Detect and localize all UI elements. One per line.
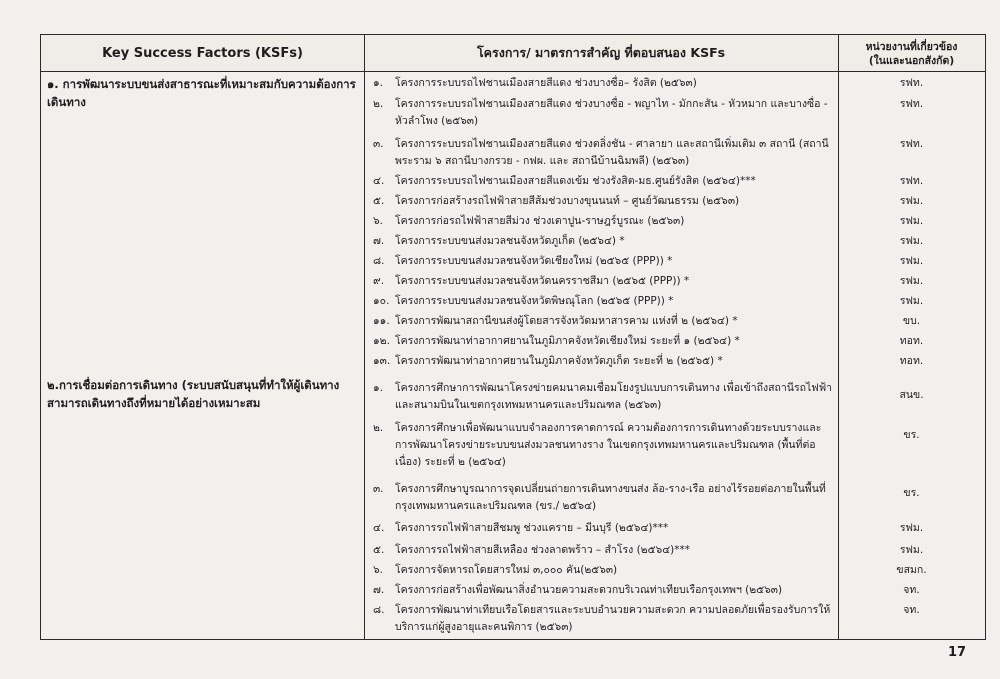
project-item [373,173,833,190]
project-number: ๓. [373,138,384,150]
project-item [373,136,833,170]
project-item [373,481,833,515]
project-item [373,542,833,559]
project-agency: ทอท. [899,355,924,367]
project-agency: รฟท. [899,77,924,89]
project-number: ๖. [373,215,384,227]
project-agency: รฟท. [899,175,924,187]
project-text: โครงการรถไฟฟ้าสายสีชมพู ช่วงแคราย – มีนบุรี (๒๕๖๔)*** [395,522,669,534]
project-item [373,333,833,350]
project-agency: ขร. [903,429,920,441]
project-text: โครงการระบบรถไฟชานเมืองสายสีแดง ช่วงบางซื่อ– รังสิต (๒๕๖๓) [395,77,697,89]
project-text: โครงการจัดหารถโดยสารใหม่ ๓,๐๐๐ คัน(๒๕๖๓) [395,564,618,576]
project-number: ๕. [373,195,385,207]
project-agency: รฟม. [899,522,924,534]
project-item [373,233,833,250]
project-number: ๗. [373,235,385,247]
project-item [373,562,833,579]
project-number: ๑๒. [373,335,390,347]
project-agency: รฟม. [899,215,924,227]
project-number: ๑๑. [373,315,390,327]
project-number: ๘. [373,255,385,267]
project-item [373,582,833,599]
project-item [373,75,833,92]
project-agency: จท. [903,584,920,596]
project-item [373,273,833,290]
project-text: โครงการก่อสร้างเพื่อพัฒนาสิ่งอำนวยความสะดวกบริเวณท่าเทียบเรือกรุงเทพฯ (๒๕๖๓) [395,584,783,596]
column-divider [364,35,365,639]
header-projects: โครงการ/ มาตรการสำคัญ ที่ตอบสนอง KSFs [476,45,726,60]
project-text: โครงการระบบขนส่งมวลชนจังหวัดเชียงใหม่ (๒๕๖๕ (PPP)) * [395,255,673,267]
header-agency-line1: หน่วยงานที่เกี่ยวข้อง [865,41,958,53]
header-agency [838,37,985,71]
project-agency: สนข. [899,389,924,401]
ksf-1: ๑. การพัฒนาระบบขนส่งสาธารณะที่เหมาะสมกับความต้องการเดินทาง [47,77,356,109]
project-number: ๒. [373,98,384,110]
project-agency: ขสมก. [896,564,927,576]
header-agency-line2: (ในและนอกสังกัด) [868,55,955,67]
project-agency: รฟม. [899,255,924,267]
project-agency: ขร. [903,487,920,499]
project-number: ๖. [373,564,384,576]
project-text: โครงการระบบขนส่งมวลชนจังหวัดพิษณุโลก (๒๕๖๕ (PPP)) * [395,295,674,307]
project-text: โครงการระบบรถไฟชานเมืองสายสีแดง ช่วงตลิ่งชัน - ศาลายา และสถานีเพิ่มเติม ๓ สถานี (สถานีพระราม ๖ สถานีบางกรวย - กฟผ. และ สถานีบ้านฉิมพลี) (๒๕๖๓) [395,138,829,167]
project-item [373,602,833,636]
project-agency: รฟม. [899,195,924,207]
project-text: โครงการรถไฟฟ้าสายสีเหลือง ช่วงลาดพร้าว – สำโรง (๒๕๖๔)*** [395,544,690,556]
project-text: โครงการพัฒนาสถานีขนส่งผู้โดยสารจังหวัดมหาสารคาม แห่งที่ ๒ (๒๕๖๔) * [395,315,738,327]
project-number: ๕. [373,544,385,556]
project-text: โครงการระบบขนส่งมวลชนจังหวัดภูเก็ต (๒๕๖๔) * [395,235,625,247]
project-item [373,313,833,330]
project-number: ๑๓. [373,355,391,367]
project-text: โครงการพัฒนาท่าอากาศยานในภูมิภาคจังหวัดเชียงใหม่ ระยะที่ ๑ (๒๕๖๔) * [395,335,740,347]
project-number: ๔. [373,522,385,534]
project-text: โครงการศึกษาเพื่อพัฒนาแบบจำลองการคาดการณ์ ความต้องการการเดินทางด้วยระบบรางและการพัฒนาโครงข่ายระบบขนส่งมวลชนทางราง ในเขตกรุงเทพมหานครและปริมณฑล (พื้นที่ต่อเนื่อง) ระยะที่ ๒ (๒๕๖๔) [395,422,822,468]
project-number: ๙. [373,275,385,287]
project-item [373,380,833,414]
page-number: 17 [948,645,967,660]
project-number: ๑๐. [373,295,390,307]
project-text: โครงการศึกษาบูรณาการจุดเปลี่ยนถ่ายการเดินทางขนส่ง ล้อ-ราง-เรือ อย่างไร้รอยต่อภายในพื้นที่กรุงเทพมหานครและปริมณฑล (ขร./ ๒๕๖๔) [395,483,826,512]
table-header [41,35,985,72]
project-agency: รฟม. [899,235,924,247]
project-number: ๔. [373,175,385,187]
project-number: ๑. [373,382,384,394]
ksf-2: ๒.การเชื่อมต่อการเดินทาง (ระบบสนับสนุนที่ทำให้ผู้เดินทางสามารถเดินทางถึงที่หมายได้อย่างเหมาะสม [47,378,340,410]
project-text: โครงการพัฒนาท่าเทียบเรือโดยสารและระบบอำนวยความสะดวก ความปลอดภัยเพื่อรองรับการให้บริการแก่ผู้สูงอายุและคนพิการ (๒๕๖๓) [395,604,831,633]
project-agency: ทอท. [899,335,924,347]
project-agency: รฟม. [899,295,924,307]
project-item [373,520,833,537]
project-number: ๘. [373,604,385,616]
header-ksf: Key Success Factors (KSFs) [102,45,303,61]
project-agency: รฟท. [899,98,924,110]
project-item [373,96,833,130]
project-number: ๑. [373,77,384,89]
project-text: โครงการก่อสร้างรถไฟฟ้าสายสีส้มช่วงบางขุนนนท์ – ศูนย์วัฒนธรรม (๒๕๖๓) [395,195,740,207]
project-item [373,253,833,270]
project-item [373,293,833,310]
project-number: ๗. [373,584,385,596]
project-number: ๓. [373,483,384,495]
project-text: โครงการศึกษาการพัฒนาโครงข่ายคมนาคมเชื่อมโยงรูปแบบการเดินทาง เพื่อเข้าถึงสถานีรถไฟฟ้าและสนามบินในเขตกรุงเทพมหานครและปริมณฑล (๒๕๖๓) [395,382,833,411]
project-item [373,193,833,210]
project-agency: รฟม. [899,275,924,287]
project-text: โครงการระบบรถไฟชานเมืองสายสีแดงเข้ม ช่วงรังสิต-มธ.ศูนย์รังสิต (๒๕๖๔)*** [395,175,756,187]
project-item [373,353,833,370]
project-item [373,420,833,471]
project-agency: รฟท. [899,138,924,150]
project-text: โครงการระบบขนส่งมวลชนจังหวัดนครราชสีมา (๒๕๖๕ (PPP)) * [395,275,690,287]
project-text: โครงการก่อรถไฟฟ้าสายสีม่วง ช่วงเตาปูน-ราษฎร์บูรณะ (๒๕๖๓) [395,215,685,227]
project-agency: ขบ. [902,315,921,327]
project-text: โครงการระบบรถไฟชานเมืองสายสีแดง ช่วงบางซื่อ - พญาไท - มักกะสัน - หัวหมาก และบางซื่อ - หัวลำโพง (๒๕๖๓) [395,98,828,127]
project-item [373,213,833,230]
project-text: โครงการพัฒนาท่าอากาศยานในภูมิภาคจังหวัดภูเก็ต ระยะที่ ๒ (๒๕๖๕) * [395,355,723,367]
ksf-table [40,34,986,640]
project-agency: จท. [903,604,920,616]
project-agency: รฟม. [899,544,924,556]
project-number: ๒. [373,422,384,434]
